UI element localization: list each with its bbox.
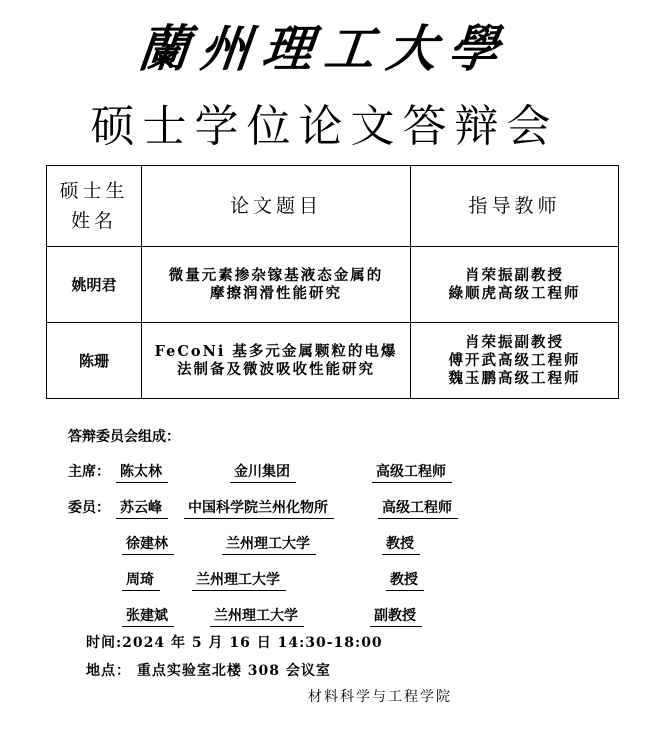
member-name: 徐建林 [122, 534, 174, 555]
chair-org: 金川集团 [230, 462, 296, 483]
university-logo: 蘭州理工大學 [135, 19, 514, 78]
table-header-row [47, 166, 619, 247]
college-name: 材料科学与工程学院 [308, 689, 452, 705]
member-org: 兰州理工大学 [210, 606, 304, 627]
member-title: 教授 [382, 534, 420, 555]
member-org: 兰州理工大学 [222, 534, 316, 555]
member-title: 教授 [386, 570, 424, 591]
defense-location: 地点： 重点实验室北楼 308 会议室 [86, 663, 331, 679]
advisor-list: 肖荣振副教授 綠顺虎高级工程师 [411, 247, 619, 323]
header-student-name: 硕士生 姓名 [47, 166, 142, 247]
committee-heading: 答辩委员会组成： [68, 429, 180, 445]
thesis-title: 微量元素掺杂镓基液态金属的 摩擦润滑性能研究 [142, 247, 411, 323]
thesis-title: FeCoNi 基多元金属颗粒的电爆 法制备及微波吸收性能研究 [142, 323, 411, 399]
members-label: 委员： [68, 500, 110, 516]
chair-name: 陈太林 [116, 462, 168, 483]
defense-schedule-table [46, 165, 619, 399]
chair-label: 主席： [68, 464, 110, 480]
page-title: 硕士学位论文答辩会 [90, 101, 559, 152]
member-name: 张建斌 [122, 606, 174, 627]
member-title: 高级工程师 [378, 498, 458, 519]
defense-time: 时间:2024 年 5 月 16 日 14:30-18:00 [86, 635, 383, 651]
member-org: 中国科学院兰州化物所 [184, 498, 334, 519]
advisor-list: 肖荣振副教授 傅开武高级工程师 魏玉鹏高级工程师 [411, 323, 619, 399]
member-title: 副教授 [370, 606, 422, 627]
member-org: 兰州理工大学 [192, 570, 286, 591]
member-name: 周琦 [122, 570, 160, 591]
member-name: 苏云峰 [116, 498, 168, 519]
header-advisor: 指导教师 [411, 166, 619, 247]
student-name: 姚明君 [47, 247, 142, 323]
table-row [47, 247, 619, 323]
header-thesis-title: 论文题目 [142, 166, 411, 247]
table-row [47, 323, 619, 399]
student-name: 陈珊 [47, 323, 142, 399]
chair-title: 高级工程师 [372, 462, 452, 483]
